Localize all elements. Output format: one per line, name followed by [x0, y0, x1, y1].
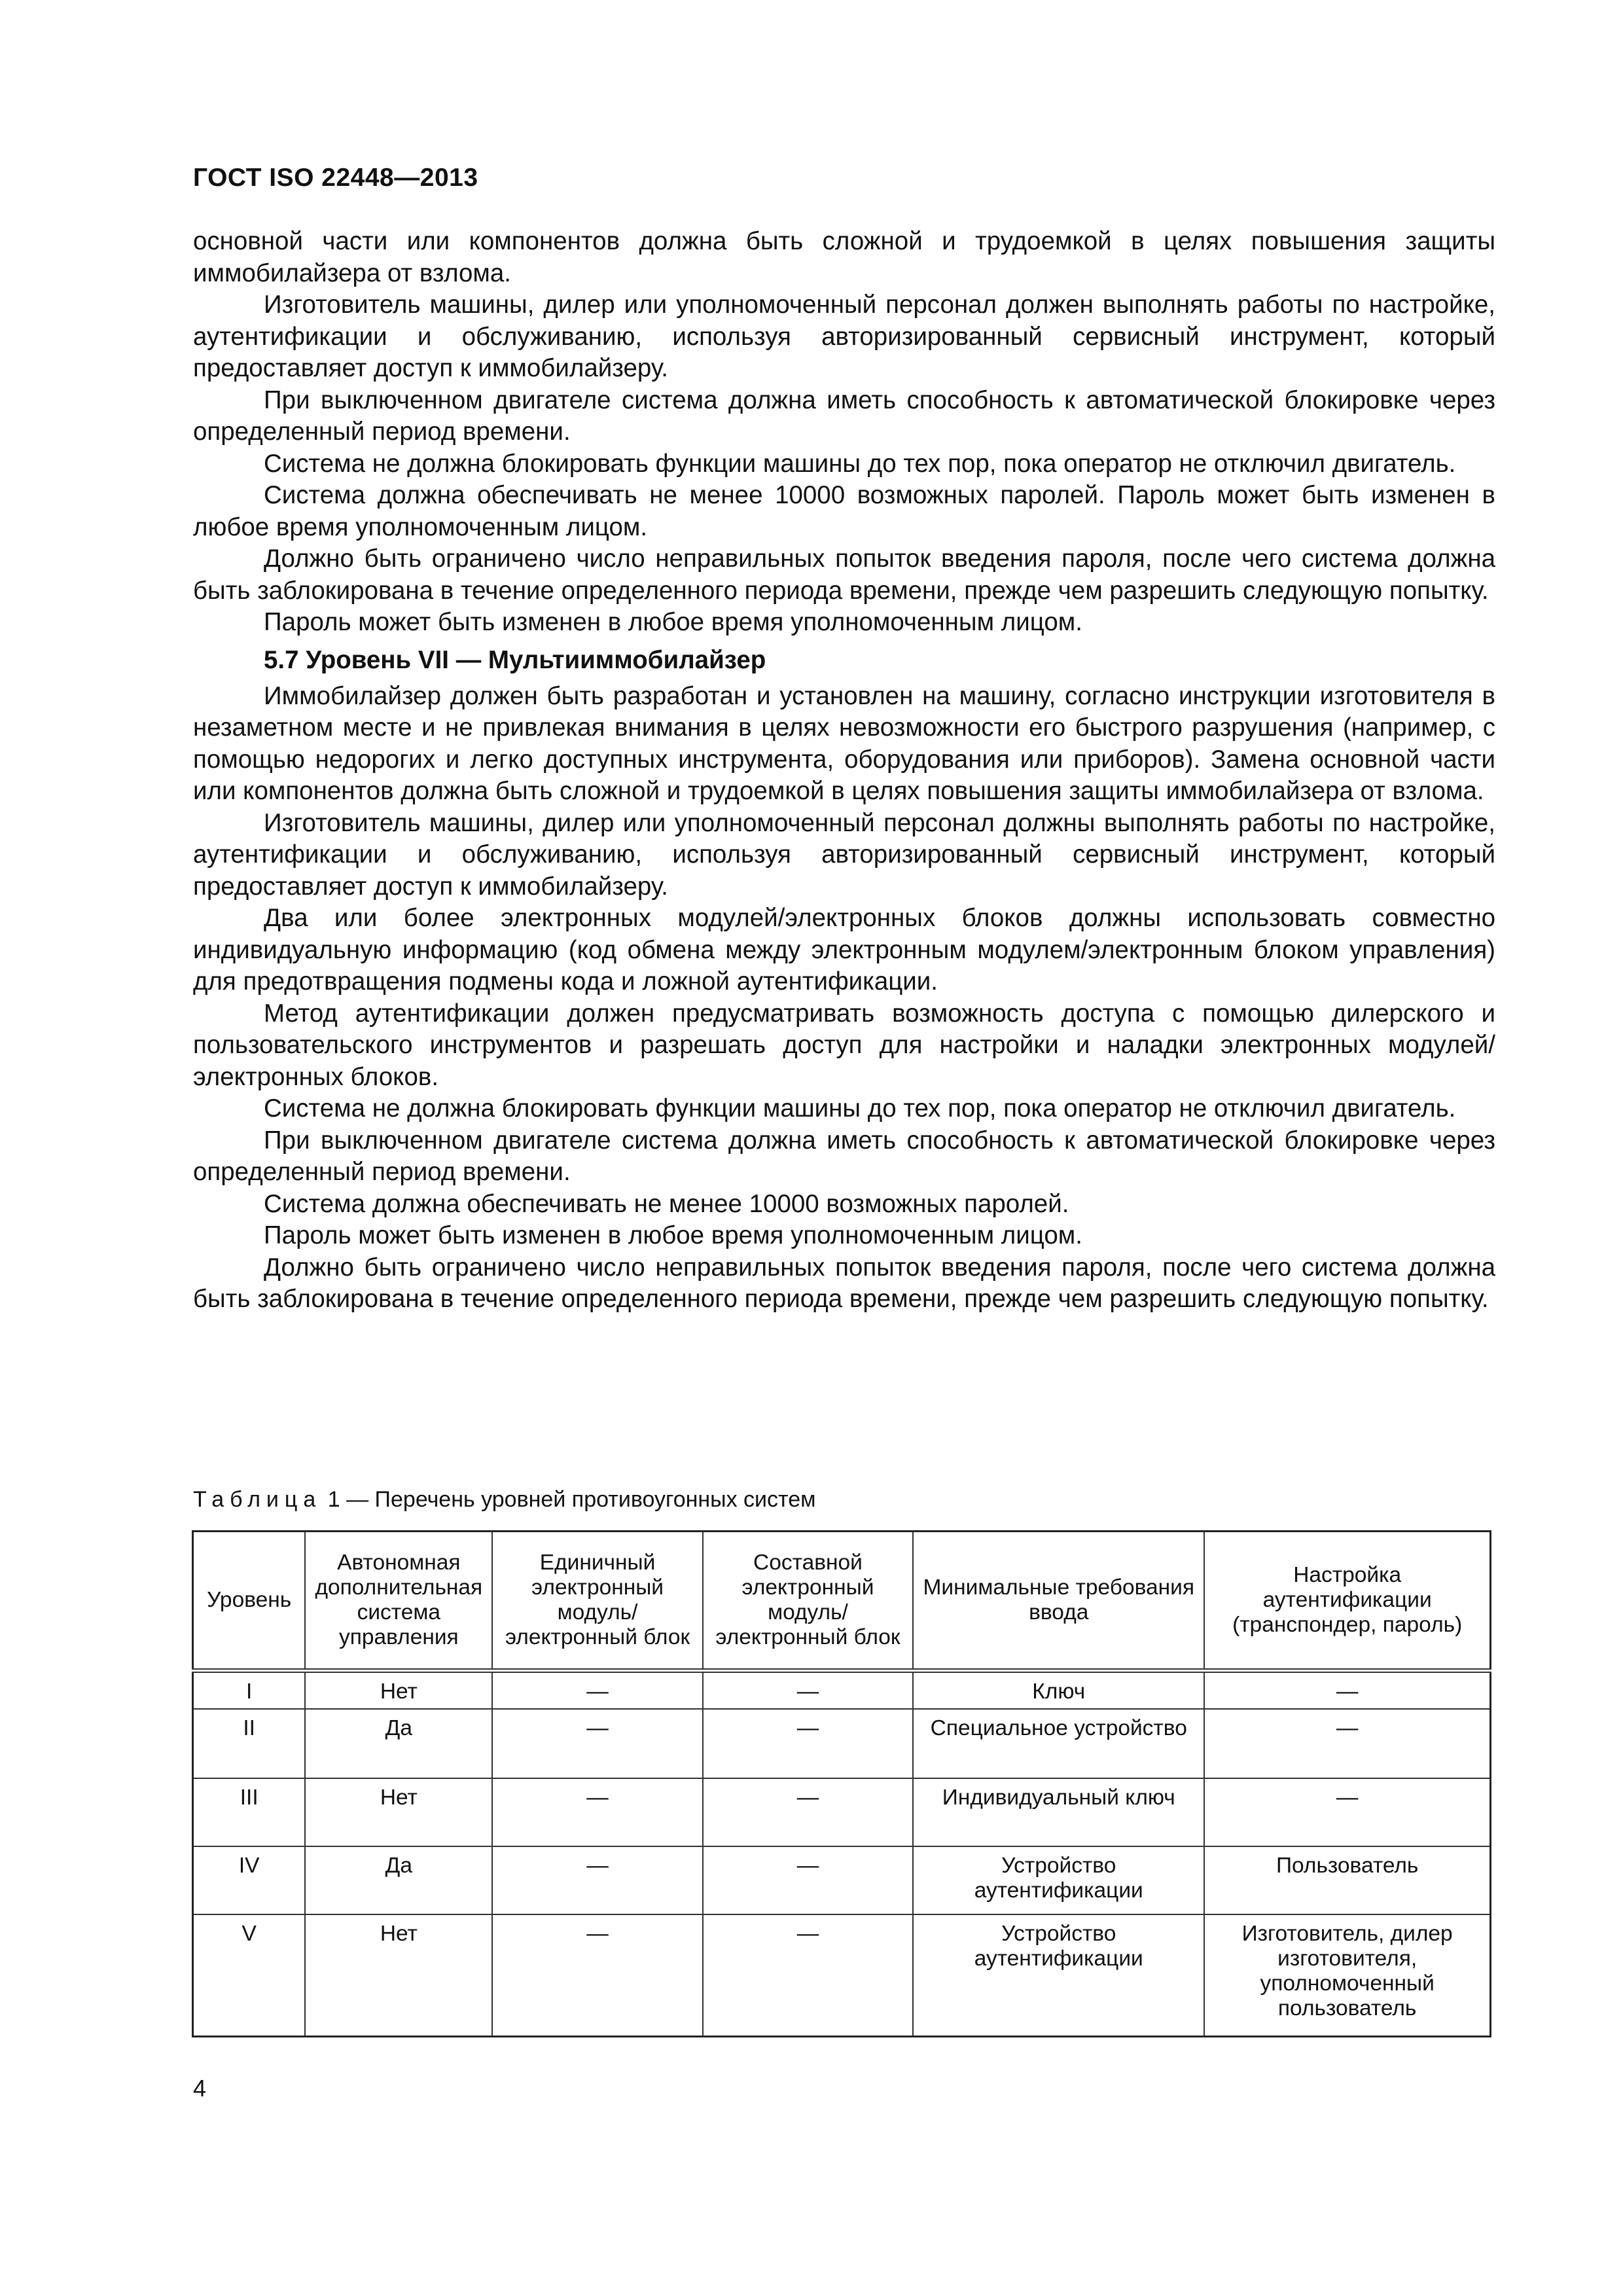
paragraph: Метод аутентификации должен предусматривать возможность доступа с помощью дилерского и пользовательского инструментов и разрешать доступ для настройки и наладки электронных модулей/электронных блоков. — [193, 999, 1495, 1091]
paragraph: Система должна обеспечивать не менее 10000 возможных паролей. Пароль может быть изменен в любое время уполномоченным лицом. — [193, 481, 1495, 541]
table-cell: Изготовитель, дилер изготовителя, уполномоченный пользователь — [1204, 1914, 1490, 2036]
paragraph: Должно быть ограничено число неправильных попыток введения пароля, после чего система должна быть заблокирована в течение определенного периода времени, прежде чем разрешить следующую попытку. — [193, 545, 1495, 605]
table-cell: Индивидуальный ключ — [913, 1778, 1204, 1846]
paragraph: Система не должна блокировать функции машины до тех пор, пока оператор не отключил двигатель. — [264, 1094, 1456, 1122]
column-header-input-requirements: Минимальные требования ввода — [913, 1532, 1204, 1671]
table-cell: Нет — [305, 1778, 492, 1846]
table-cell: II — [193, 1709, 306, 1778]
table-cell: — — [1204, 1671, 1490, 1710]
table-row — [193, 1914, 1491, 2036]
table-row — [193, 1709, 1491, 1778]
table-row — [193, 1846, 1491, 1914]
table-cell: Да — [305, 1846, 492, 1914]
paragraph: Пароль может быть изменен в любое время уполномоченным лицом. — [264, 1221, 1082, 1249]
body-text — [193, 226, 1495, 1316]
table-header-row — [193, 1532, 1491, 1671]
column-header-level: Уровень — [193, 1532, 306, 1671]
paragraph: Изготовитель машины, дилер или уполномоченный персонал должен выполнять работы по настройке, аутентификации и обслуживанию, используя авторизированный сервисный инструмент, который предоставляет доступ к иммобилайзеру. — [193, 291, 1495, 382]
table-cell: — — [1204, 1709, 1490, 1778]
table-cell: Пользователь — [1204, 1846, 1490, 1914]
table-cell: — — [492, 1671, 702, 1710]
table-cell: Специальное устройство — [913, 1709, 1204, 1778]
table-cell: Ключ — [913, 1671, 1204, 1710]
paragraph: Система не должна блокировать функции машины до тех пор, пока оператор не отключил двигатель. — [264, 449, 1456, 478]
table-caption-text: 1 — Перечень уровней противоугонных систем — [321, 1487, 816, 1512]
table-cell: — — [703, 1778, 913, 1846]
table-caption — [193, 1487, 816, 1513]
paragraph: При выключенном двигателе система должна иметь способность к автоматической блокировке через определенный период времени. — [193, 1126, 1495, 1186]
page-number: 4 — [193, 2075, 207, 2102]
table-cell: Устройство аутентификации — [913, 1846, 1204, 1914]
column-header-composite-module: Составной электронный модуль/ электронный блок — [703, 1532, 913, 1671]
table-cell: I — [193, 1671, 306, 1710]
table-row — [193, 1778, 1491, 1846]
table-cell: V — [193, 1914, 306, 2036]
paragraph: Система должна обеспечивать не менее 10000 возможных паролей. — [264, 1189, 1069, 1218]
document-code: ГОСТ ISO 22448—2013 — [193, 164, 478, 192]
table-cell: Нет — [305, 1914, 492, 2036]
paragraph: Два или более электронных модулей/электронных блоков должны использовать совместно индивидуальную информацию (код обмена между электронным модулем/электронным блоком управления) для предотвращения подмены кода и ложной аутентификации. — [193, 904, 1495, 996]
table-cell: — — [492, 1778, 702, 1846]
table-cell: — — [492, 1846, 702, 1914]
table-cell: — — [703, 1914, 913, 2036]
table-cell: — — [1204, 1778, 1490, 1846]
table-cell: — — [492, 1709, 702, 1778]
table-cell: III — [193, 1778, 306, 1846]
column-header-authentication-setup: Настройка аутентификации (транспондер, пароль) — [1204, 1532, 1490, 1671]
paragraph: Изготовитель машины, дилер или уполномоченный персонал должны выполнять работы по настройке, аутентификации и обслуживанию, используя авторизированный сервисный инструмент, который предоставляет доступ к иммобилайзеру. — [193, 808, 1495, 901]
paragraph: При выключенном двигателе система должна иметь способность к автоматической блокировке через определенный период времени. — [193, 386, 1495, 446]
table-cell: Да — [305, 1709, 492, 1778]
table-cell: — — [492, 1914, 702, 2036]
anti-theft-levels-table — [192, 1530, 1491, 2037]
paragraph: Должно быть ограничено число неправильных попыток введения пароля, после чего система должна быть заблокирована в течение определенного периода времени, прежде чем разрешить следующую попытку. — [193, 1253, 1495, 1313]
table-caption-word: Таблица — [193, 1487, 322, 1512]
table-row — [193, 1671, 1491, 1710]
paragraph: Иммобилайзер должен быть разработан и установлен на машину, согласно инструкции изготовителя в незаметном месте и не привлекая внимания в целях невозможности его быстрого разрушения (например, с помощью недорогих и легко доступных инструмента, оборудования или приборов). Замена основной части или компонентов должна быть сложной и трудоемкой в целях повышения защиты иммобилайзера от взлома. — [193, 681, 1495, 805]
table-cell: Устройство аутентификации — [913, 1914, 1204, 2036]
paragraph: основной части или компонентов должна быть сложной и трудоемкой в целях повышения защиты иммобилайзера от взлома. — [193, 227, 1495, 287]
column-header-single-module: Единичный электронный модуль/ электронный блок — [492, 1532, 702, 1671]
table-cell: — — [703, 1671, 913, 1710]
table-cell: IV — [193, 1846, 306, 1914]
table-cell: — — [703, 1709, 913, 1778]
table-cell: — — [703, 1846, 913, 1914]
column-header-standalone-control: Автономная дополнительная система управления — [305, 1532, 492, 1671]
paragraph: Пароль может быть изменен в любое время уполномоченным лицом. — [264, 608, 1082, 636]
table-cell: Нет — [305, 1671, 492, 1710]
section-heading: 5.7 Уровень VII — Мультииммобилайзер — [264, 645, 766, 674]
